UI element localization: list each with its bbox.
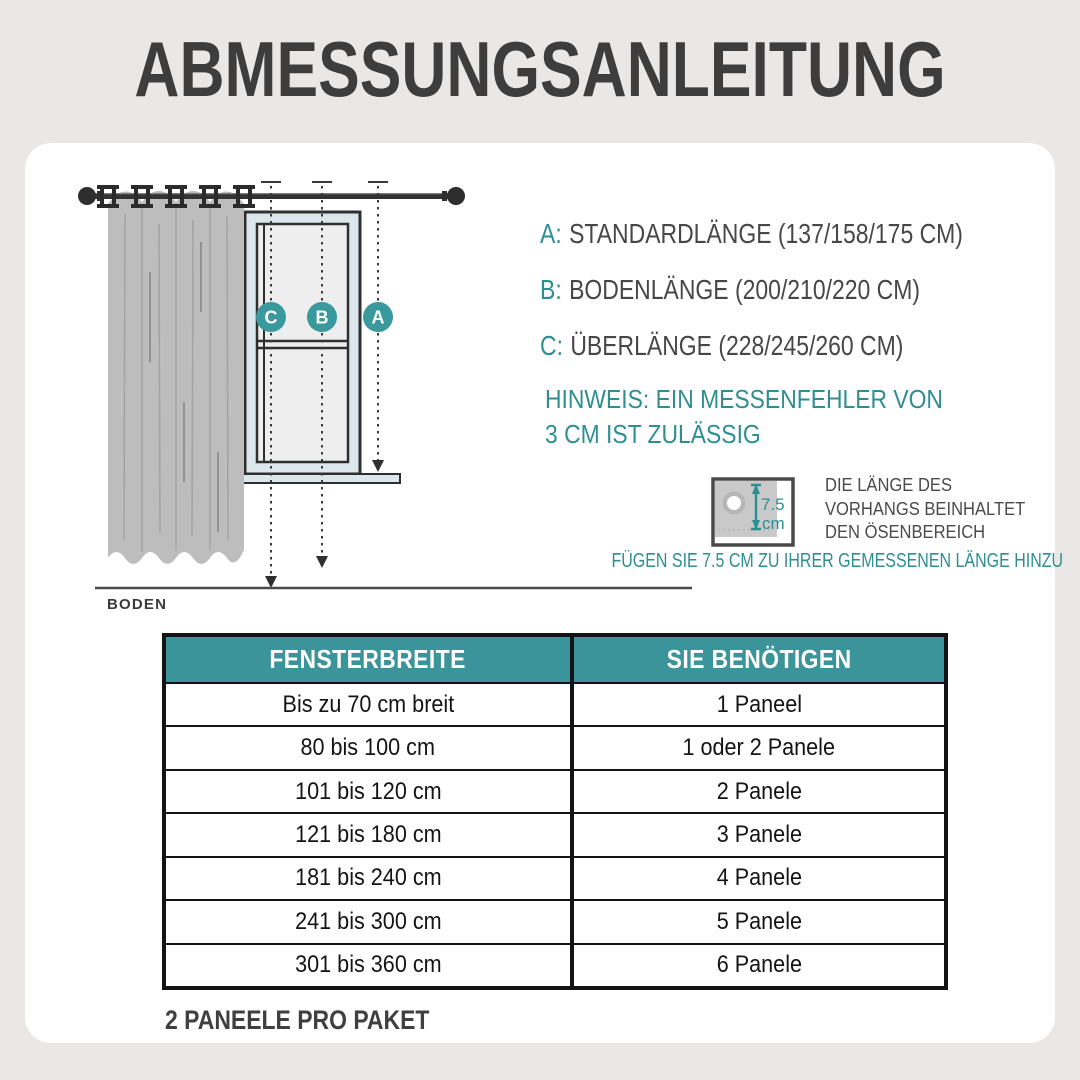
guide-card: [25, 143, 1064, 1043]
table-row-panels: 5 Panele: [570, 899, 944, 942]
table-row-width: 241 bis 300 cm: [166, 899, 570, 942]
table-row-panels: 1 Paneel: [570, 682, 944, 725]
table-row-panels: 2 Panele: [570, 769, 944, 812]
table-header-fensterbreite: FENSTERBREITE: [166, 637, 570, 682]
length-b: B: BODENLÄNGE (200/210/220 CM): [540, 274, 921, 305]
table-row-width: 181 bis 240 cm: [166, 856, 570, 899]
panel-size-table: [162, 633, 948, 990]
table-row-panels: 6 Panele: [570, 943, 944, 986]
table-row-width: 80 bis 100 cm: [166, 725, 570, 768]
table-row-width: 121 bis 180 cm: [166, 812, 570, 855]
badge-a: A: [371, 307, 385, 328]
curtain-panel: [108, 191, 244, 564]
grommet-detail-figure: [711, 477, 795, 547]
measure-badges: [256, 302, 393, 332]
tolerance-note-line2: 3 CM IST ZULÄSSIG: [545, 419, 761, 449]
panels-per-pack-note: 2 PANEELE PRO PAKET: [165, 1005, 430, 1035]
table-row-width: 301 bis 360 cm: [166, 943, 570, 986]
grommet-note: DIE LÄNGE DES VORHANGS BEINHALTET DEN ÖSENBEREICH: [825, 475, 1026, 542]
window-illustration: [245, 212, 360, 474]
add-length-note: FÜGEN SIE 7.5 CM ZU IHRER GEMESSENEN LÄNGE HINZU: [611, 550, 1064, 572]
table-header-sie-benoetigen: SIE BENÖTIGEN: [570, 637, 944, 682]
table-row-panels: 3 Panele: [570, 812, 944, 855]
window-sill: [234, 474, 400, 483]
table-row-width: Bis zu 70 cm breit: [166, 682, 570, 725]
grommet-depth-value: 7.5: [761, 495, 785, 514]
table-row-width: 101 bis 120 cm: [166, 769, 570, 812]
table-row-panels: 4 Panele: [570, 856, 944, 899]
tolerance-note-line1: HINWEIS: EIN MESSENFEHLER VON: [545, 384, 943, 414]
grommet-depth-unit: cm: [762, 514, 785, 533]
page-title: ABMESSUNGSANLEITUNG: [134, 25, 946, 113]
length-c: C: ÜBERLÄNGE (228/245/260 CM): [540, 330, 904, 361]
badge-b: B: [315, 307, 329, 328]
floor-label: BODEN: [107, 596, 168, 613]
length-a: A: STANDARDLÄNGE (137/158/175 CM): [540, 218, 963, 249]
table-row-panels: 1 oder 2 Panele: [570, 725, 944, 768]
badge-c: C: [264, 307, 278, 328]
